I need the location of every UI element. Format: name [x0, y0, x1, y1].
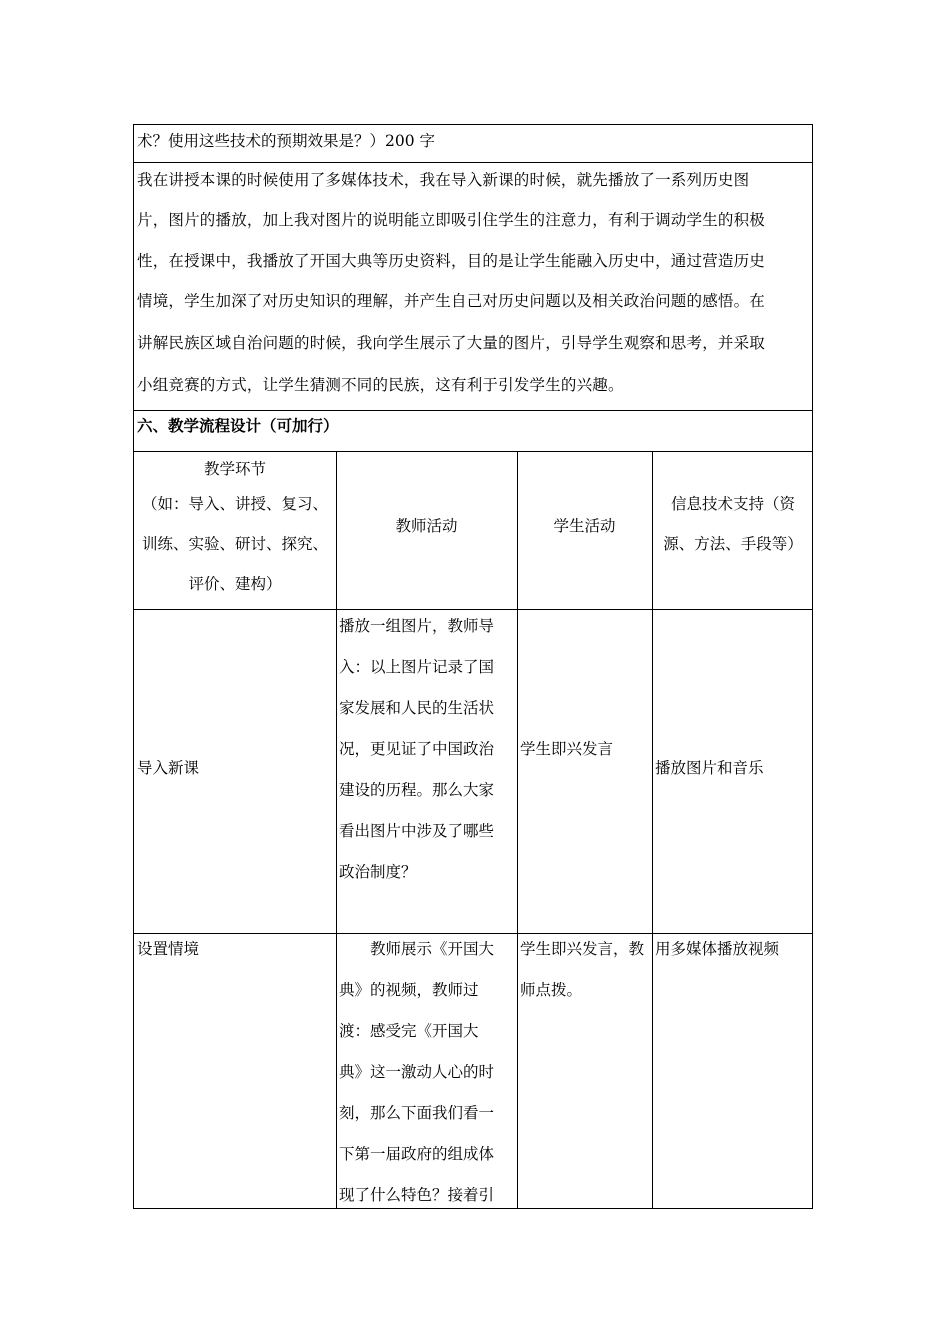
- col-divider: [517, 451, 518, 1208]
- header-stage: （如：导入、讲授、复习、: [141, 495, 328, 513]
- col-divider: [652, 451, 653, 1208]
- teacher-activity-line: 典》这一激动人心的时: [339, 1063, 495, 1081]
- header-stage: 评价、建构）: [188, 575, 282, 593]
- teacher-activity-line: 播放一组图片，教师导: [339, 617, 495, 635]
- teacher-activity-line: 建设的历程。那么大家: [339, 781, 495, 799]
- teacher-activity-line: 家发展和人民的生活状: [339, 699, 495, 717]
- answer-line: 性，在授课中，我播放了开国大典等历史资料，目的是让学生能融入历史中，通过营造历史: [137, 252, 766, 270]
- answer-line: 讲解民族区域自治问题的时候，我向学生展示了大量的图片，引导学生观察和思考，并采取: [137, 334, 766, 352]
- header-tech-support: 信息技术支持（资: [670, 495, 795, 513]
- row-divider: [134, 162, 812, 163]
- teacher-activity-line: 入：以上图片记录了国: [339, 658, 495, 676]
- student-activity-cell: 学生即兴发言: [520, 740, 614, 758]
- lesson-plan-table: [133, 124, 813, 1209]
- student-activity-line: 学生即兴发言，教: [520, 940, 645, 958]
- teacher-activity-line: 现了什么特色？接着引: [339, 1186, 495, 1204]
- answer-line: 情境，学生加深了对历史知识的理解，并产生自己对历史问题以及相关政治问题的感悟。在: [137, 292, 766, 310]
- header-teacher-activity: 教师活动: [395, 517, 458, 535]
- teacher-activity-line: 典》的视频，教师过: [339, 981, 479, 999]
- col-divider: [336, 451, 337, 1208]
- header-stage: 训练、实验、研讨、探究、: [141, 535, 328, 553]
- row-divider: [134, 451, 812, 452]
- stage-cell: 导入新课: [137, 759, 200, 777]
- section6-title: 六、教学流程设计（可加行）: [137, 416, 339, 435]
- student-activity-line: 师点拨。: [520, 981, 583, 999]
- row-divider: [134, 410, 812, 411]
- row-divider: [134, 933, 812, 934]
- header-student-activity: 学生活动: [553, 517, 616, 535]
- teacher-activity-line: 政治制度？: [339, 863, 417, 881]
- answer-line: 片，图片的播放，加上我对图片的说明能立即吸引住学生的注意力，有利于调动学生的积极: [137, 211, 766, 229]
- tech-support-cell: 播放图片和音乐: [655, 759, 764, 777]
- section5-question: 术？使用这些技术的预期效果是？）200 字: [137, 132, 436, 150]
- answer-line: 我在讲授本课的时候使用了多媒体技术，我在导入新课的时候，就先播放了一系列历史图: [137, 171, 750, 189]
- teacher-activity-line: 看出图片中涉及了哪些: [339, 822, 495, 840]
- stage-cell: 设置情境: [137, 940, 200, 958]
- teacher-activity-line: 下第一届政府的组成体: [339, 1145, 495, 1163]
- row-divider: [134, 609, 812, 610]
- answer-line: 小组竞赛的方式，让学生猜测不同的民族，这有利于引发学生的兴趣。: [137, 376, 624, 394]
- header-tech-support: 源、方法、手段等）: [663, 535, 803, 553]
- header-stage: 教学环节: [203, 460, 266, 478]
- tech-support-cell: 用多媒体播放视频: [655, 940, 780, 958]
- teacher-activity-line: 况，更见证了中国政治: [339, 740, 495, 758]
- teacher-activity-line: 教师展示《开国大: [370, 940, 495, 958]
- teacher-activity-line: 刻，那么下面我们看一: [339, 1104, 495, 1122]
- teacher-activity-line: 渡：感受完《开国大: [339, 1022, 479, 1040]
